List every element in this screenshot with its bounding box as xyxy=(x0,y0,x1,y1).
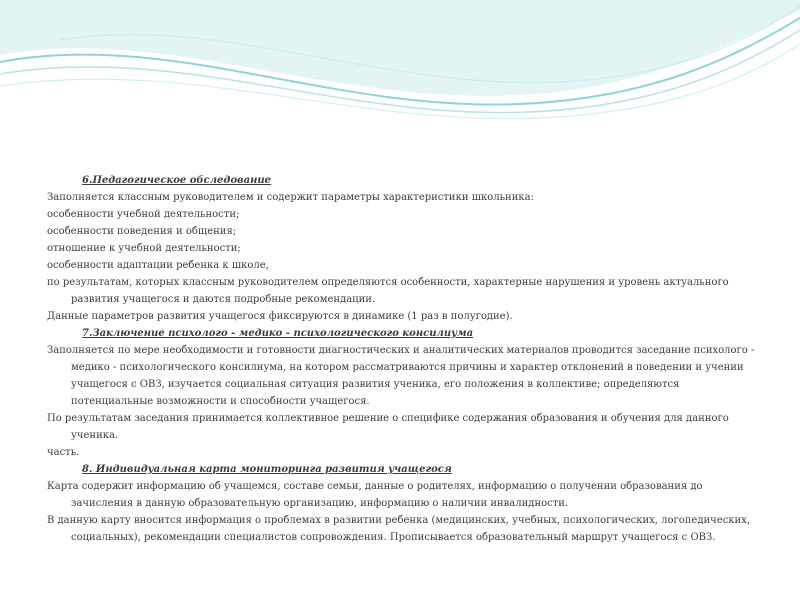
document-body xyxy=(47,172,759,546)
section-6-line-5: особенности адаптации ребенка к школе, xyxy=(47,260,269,271)
section-8-heading: 8. Индивидуальная карта мониторинга развития учащегося xyxy=(82,464,452,475)
section-6-line-6: по результатам, которых классным руководителем определяются особенности, характерные нарушения и уровень актуального развития учащегося и даются подробные рекомендации. xyxy=(47,277,729,305)
section-6-line-3: особенности поведения и общения; xyxy=(47,226,237,237)
wave-band-soft xyxy=(0,0,800,96)
section-7-line-2: По результатам заседания принимается коллективное решение о специфике содержания образования и обучения для данного ученика. xyxy=(47,413,729,441)
section-6-line-4: отношение к учебной деятельности; xyxy=(47,243,241,254)
section-6-line-7: Данные параметров развития учащегося фиксируются в динамике (1 раз в полугодие). xyxy=(47,311,513,322)
section-7-heading: 7.Заключение психолого - медико - психологического консилиума xyxy=(82,328,474,339)
section-8-line-1: Карта содержит информацию об учащемся, составе семьи, данные о родителях, информацию о получении образования до зачисления в данную образовательную организацию, информацию о наличии инвалидности. xyxy=(47,481,703,509)
section-6-heading: 6.Педагогическое обследование xyxy=(82,175,272,186)
section-7-line-1: Заполняется по мере необходимости и готовности диагностических и аналитических материалов проводится заседание психолого - медико - психологического консилиума, на котором рассматриваются причины и характер отклонений в поведении и учении учащегося с ОВЗ, изучается социальная ситуация развития ученика, его положения в коллективе; определяются потенциальные возможности и способности учащегося. xyxy=(47,345,755,407)
section-6-line-1: Заполняется классным руководителем и содержит параметры характеристики школьника: xyxy=(47,192,534,203)
decorative-wave-background xyxy=(0,0,800,140)
section-8-line-2: В данную карту вносится информация о проблемах в развитии ребенка (медицинских, учебных, психологических, логопедических, социальных), рекомендации специалистов сопровождения. Прописывается образовательный маршрут учащегося с ОВЗ. xyxy=(47,515,751,543)
section-6-line-2: особенности учебной деятельности; xyxy=(47,209,240,220)
section-7-line-3: часть. xyxy=(47,447,80,458)
